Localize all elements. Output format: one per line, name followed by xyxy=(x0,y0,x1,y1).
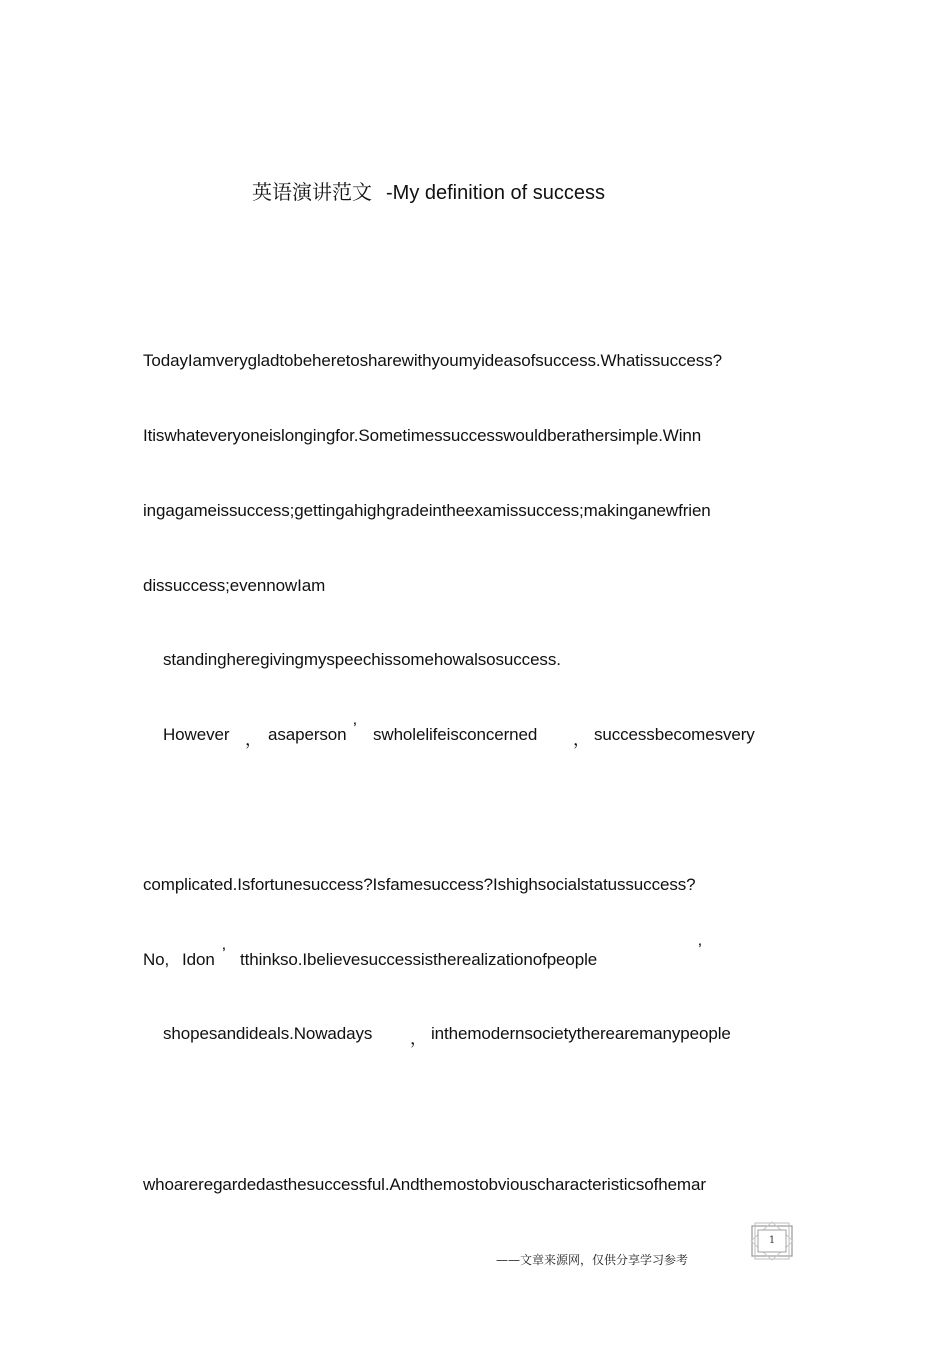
page-number: 1 xyxy=(768,1235,776,1246)
title-english: -My definition of success xyxy=(386,182,605,204)
text-segment: Idon xyxy=(182,950,215,969)
text-segment: successbecomesvery xyxy=(594,725,755,744)
text-line: whoareregardedasthesuccessful.Andthemostobviouscharacteristicsofhemar xyxy=(143,1175,706,1194)
apostrophe: ’ xyxy=(353,719,357,738)
apostrophe: ’ xyxy=(698,940,702,959)
page-number-badge xyxy=(749,1221,795,1261)
text-line: TodayIamverygladtobeheretosharewithyoumyideasofsuccess.Whatissuccess? xyxy=(143,351,722,370)
text-line: standingheregivingmyspeechissomehowalsosuccess. xyxy=(163,650,561,669)
apostrophe: ’ xyxy=(222,944,226,963)
text-segment: However xyxy=(163,725,230,744)
text-segment: shopesandideals.Nowadays xyxy=(163,1024,373,1043)
text-line: Itiswhateveryoneislongingfor.Sometimessuccesswouldberathersimple.Winn xyxy=(143,426,702,445)
text-line: ingagameissuccess;gettingahighgradeintheexamissuccess;makinganewfrien xyxy=(143,501,711,520)
text-segment: tthinkso.Ibelievesuccessistherealizationofpeople xyxy=(240,950,598,969)
text-segment: asaperson xyxy=(268,725,347,744)
text-segment: swholelifeisconcerned xyxy=(373,725,538,744)
title-chinese: 英语演讲范文 xyxy=(252,182,372,204)
text-line: dissuccess;evennowIam xyxy=(143,576,326,595)
text-segment: ， xyxy=(245,730,262,749)
text-segment: No, xyxy=(143,950,170,969)
text-line-however xyxy=(0,719,950,749)
footer-source-note: ——文章来源网，仅供分享学习参考 xyxy=(496,1253,689,1267)
text-segment: inthemodernsocietytherearemanypeople xyxy=(431,1024,731,1043)
document-title xyxy=(252,176,605,205)
text-segment: ， xyxy=(573,730,590,749)
text-segment: ， xyxy=(410,1029,427,1048)
text-line: complicated.Isfortunesuccess?Isfamesuccess?Ishighsocialstatussuccess? xyxy=(143,875,696,894)
text-line-no xyxy=(0,940,950,972)
text-line-hopes xyxy=(0,1024,950,1046)
